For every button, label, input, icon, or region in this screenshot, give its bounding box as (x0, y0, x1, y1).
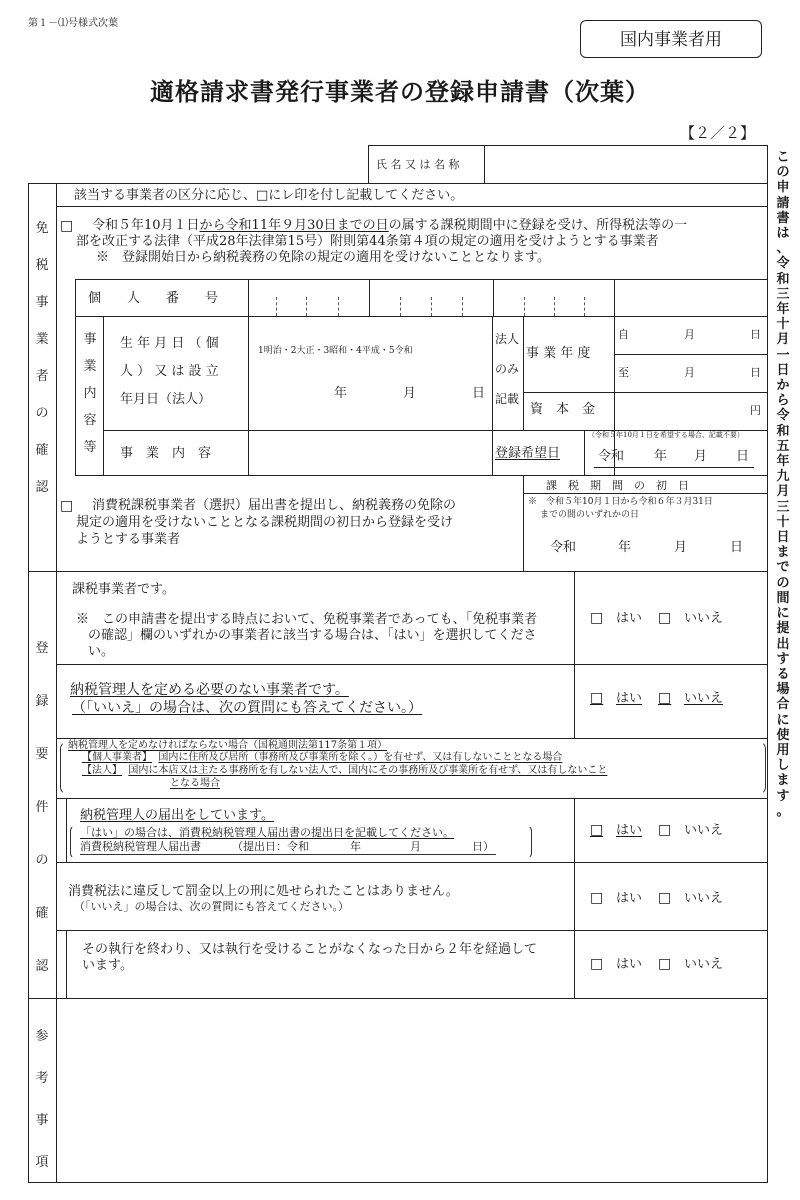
reference-vertical-label (30, 1016, 54, 1184)
fiscal-to: 至 (618, 366, 629, 379)
q1-yes-checkbox[interactable]: □ (590, 610, 604, 626)
requirements-vertical-label (30, 622, 54, 993)
category-badge (580, 20, 762, 58)
side-note-char: 書 (776, 210, 790, 226)
side-note-char: か (776, 378, 790, 394)
side-note-char: 九 (776, 469, 790, 485)
exempt-instruction: 該当する事業者の区分に応じ、□にレ印を付し記載してください。 (74, 188, 464, 203)
q1-note-1: ※ この申請書を提出する時点において、免税事業者であっても、「免税事業者 (76, 612, 538, 627)
business-content-char: 事 (83, 332, 97, 347)
period-note-2: までの間のいずれかの日 (540, 510, 640, 520)
reference-vertical-char: 参 (35, 1029, 49, 1044)
fiscal-from: 自 (618, 328, 629, 341)
side-note-char: 年 (776, 302, 790, 318)
exempt-vertical-char: 確 (35, 443, 49, 458)
info-line4: となる場合 (170, 778, 220, 789)
side-note-char: に (776, 606, 790, 622)
q5-no-checkbox[interactable]: □ (658, 956, 672, 972)
q4-sub: （「いいえ」の場合は、次の質問にも答えてください。） (74, 900, 349, 913)
page-indicator: 【２／２】 (680, 124, 756, 142)
side-note-char: す (776, 788, 790, 804)
side-note-char: 月 (776, 332, 790, 348)
q3-yes-checkbox[interactable]: □ (590, 822, 604, 838)
reference-input[interactable] (60, 1004, 760, 1176)
side-note-char: の (776, 575, 790, 591)
q2-no-checkbox[interactable]: □ (658, 690, 672, 706)
side-note-char: 年 (776, 454, 790, 470)
side-note-char: 十 (776, 514, 790, 530)
desired-date-input[interactable]: 令和 年 月 日 (594, 445, 754, 468)
side-note-char: る (776, 666, 790, 682)
q3-text: 納税管理人の届出をしています。 (80, 808, 274, 823)
exempt-vertical-char: 税 (35, 258, 49, 273)
side-note-char: 和 (776, 423, 790, 439)
q4-no-label: いいえ (684, 891, 724, 906)
q1-text: 課税事業者です。 (72, 582, 175, 597)
option1-checkbox[interactable]: □ (60, 218, 74, 234)
side-note-char: ま (776, 545, 790, 561)
side-note-char: 請 (776, 195, 790, 211)
capital-label: 資 本 金 (530, 402, 596, 417)
side-note-char: ら (776, 393, 790, 409)
reference-vertical-char: 考 (35, 1071, 49, 1086)
page-title: 適格請求書発行事業者の登録申請書（次葉） (150, 78, 650, 106)
period-label: 課 税 期 間 の 初 日 (546, 479, 689, 492)
birth-label-1: 生 年 月 日 （ 個 (120, 336, 219, 351)
q3-no-label: いいえ (684, 823, 724, 838)
side-note-char: 合 (776, 697, 790, 713)
q3-no-checkbox[interactable]: □ (658, 822, 672, 838)
side-note-char: 月 (776, 484, 790, 500)
q1-note-3: い。 (88, 644, 115, 659)
business-content-char: 等 (83, 440, 97, 455)
q2-text: 納税管理人を定める必要のない事業者です。 (70, 682, 349, 698)
exempt-vertical-char: の (35, 406, 49, 421)
business-content-char: 内 (83, 386, 97, 401)
business-content-vertical (79, 326, 101, 461)
q5-yes-label: はい (616, 957, 643, 972)
era-options: 1明治・2大正・3昭和・4平成・5令和 (258, 346, 413, 356)
option2-line1: 消費税課税事業者（選択）届出書を提出し、納税義務の免除の (92, 498, 457, 513)
option2-checkbox[interactable]: □ (60, 498, 74, 514)
side-note-char: は (776, 226, 790, 242)
option2-line2: 規定の適用を受けないこととなる課税期間の初日から登録を受け (76, 515, 454, 530)
side-note-char: 申 (776, 180, 790, 196)
birth-year: 年 (334, 386, 348, 401)
side-note-char: 令 (776, 408, 790, 424)
side-note-char: 十 (776, 317, 790, 333)
business-content-char: 容 (83, 413, 97, 428)
desired-date-note: （令和５年10月１日を希望する場合、記載不要） (588, 431, 744, 439)
q5-text-2: います。 (82, 958, 133, 973)
side-note-char: で (776, 560, 790, 576)
side-note-char: の (776, 165, 790, 181)
info-line2: 【個人事業者】 国内に住所及び居所（事務所及び事業所を除く。）を有せず、又は有しないこととなる場合 (82, 752, 563, 763)
side-note-char: 場 (776, 682, 790, 698)
reference-vertical-char: 事 (35, 1113, 49, 1128)
option1-text-line2: 部を改正する法律（平成28年法律第15号）附則第44条第４項の規定の適用を受けようとする事業者 (76, 234, 659, 249)
side-note-char: 提 (776, 621, 790, 637)
exempt-vertical-char: 者 (35, 369, 49, 384)
q3-filing-date-input[interactable]: 消費税納税管理人届出書 （提出日：令和 年 月 日） (80, 840, 494, 853)
option1-text-line1: 令和５年10月１日から令和11年９月30日までの日の属する課税期間中に登録を受け、所得税法等の一 (92, 218, 688, 233)
option2-line3: ようとする事業者 (76, 532, 181, 547)
category-badge-label: 国内事業者用 (620, 30, 722, 50)
q1-yes-label: はい (616, 611, 643, 626)
info-line1: 納税管理人を定めなければならない場合（国税通則法第117条第１項） (68, 740, 388, 751)
q5-yes-checkbox[interactable]: □ (590, 956, 604, 972)
form-number: 第１－⑴号様式次葉 (28, 18, 118, 29)
q1-no-checkbox[interactable]: □ (658, 610, 672, 626)
q1-no-label: いいえ (684, 611, 724, 626)
birth-label-2: 人 ） 又 は 設 立 (120, 364, 219, 379)
side-note-char: 使 (776, 727, 790, 743)
period-date-input[interactable]: 令和 年 月 日 (550, 540, 744, 555)
q3-sub: 「はい」の場合は、消費税納税管理人届出書の提出日を記載してください。 (80, 826, 454, 839)
period-note-1: ※ 令和５年10月１日から令和６年３月31日 (528, 497, 713, 507)
side-note-char: 和 (776, 271, 790, 287)
side-note-char: 五 (776, 438, 790, 454)
personal-number-label: 個 人 番 号 (88, 291, 219, 306)
side-note-char: す (776, 651, 790, 667)
exempt-vertical-char: 業 (35, 332, 49, 347)
side-note-char: に (776, 712, 790, 728)
q4-yes-label: はい (616, 891, 643, 906)
birth-day: 日 (472, 386, 486, 401)
requirements-vertical-char: 録 (35, 694, 49, 709)
business-content-input[interactable] (250, 432, 490, 474)
side-note-char: 日 (776, 362, 790, 378)
q4-no-checkbox[interactable]: □ (658, 890, 672, 906)
q2-sub: （「いいえ」の場合は、次の質問にも答えてください。） (72, 700, 422, 716)
fiscal-to-month: 月 (684, 366, 695, 379)
birth-label-3: 年月日（法人） (120, 392, 212, 407)
requirements-vertical-char: 登 (35, 641, 49, 656)
name-label: 氏 名 又 は 名 称 (376, 158, 460, 171)
q2-yes-checkbox[interactable]: □ (590, 690, 604, 706)
side-note-char: 出 (776, 636, 790, 652)
q2-no-label: いいえ (684, 691, 724, 706)
personal-number-input[interactable] (248, 279, 614, 316)
q5-text-1: その執行を終わり、又は執行を受けることがなくなった日から２年を経過して (82, 942, 538, 957)
fiscal-to-day: 日 (750, 366, 761, 379)
requirements-vertical-char: 要 (35, 747, 49, 762)
fiscal-from-day: 日 (750, 328, 761, 341)
option1-note: ※ 登録開始日から納税義務の免除の規定の適用を受けないこととなります。 (96, 250, 550, 265)
side-note-char: 日 (776, 530, 790, 546)
reference-vertical-char: 項 (35, 1155, 49, 1170)
side-note-char: 三 (776, 286, 790, 302)
fiscal-from-month: 月 (684, 328, 695, 341)
side-note-char: 一 (776, 347, 790, 363)
birth-month: 月 (403, 386, 417, 401)
business-content-char: 業 (83, 359, 97, 374)
side-note-char: 。 (776, 803, 790, 819)
exempt-vertical-char: 事 (35, 295, 49, 310)
q3-yes-label: はい (616, 823, 643, 838)
fiscal-year-label: 事 業 年 度 (526, 346, 591, 361)
side-note-char: 、 (776, 241, 790, 257)
q4-text: 消費税法に違反して罰金以上の刑に処せられたことはありません。 (68, 884, 459, 899)
side-note (772, 150, 794, 819)
requirements-vertical-char: 件 (35, 800, 49, 815)
requirements-vertical-char: 認 (35, 959, 49, 974)
side-note-char: こ (776, 150, 790, 165)
capital-unit: 円 (750, 404, 761, 417)
q2-yes-label: はい (616, 691, 643, 706)
exempt-vertical-char: 認 (35, 480, 49, 495)
requirements-vertical-char: 確 (35, 906, 49, 921)
exempt-vertical-label (30, 210, 54, 506)
exempt-vertical-char: 免 (35, 221, 49, 236)
q1-note-2: の確認」欄のいずれかの事業者に該当する場合は、「はい」を選択してくださ (88, 628, 537, 643)
desired-date-label: 登録希望日 (495, 446, 561, 461)
side-note-char: 令 (776, 256, 790, 272)
q4-yes-checkbox[interactable]: □ (590, 890, 604, 906)
requirements-vertical-char: の (35, 853, 49, 868)
side-note-char: 三 (776, 499, 790, 515)
q5-no-label: いいえ (684, 957, 724, 972)
side-note-char: し (776, 758, 790, 774)
business-content-label: 事 業 内 容 (120, 446, 212, 461)
side-note-char: ま (776, 773, 790, 789)
side-note-char: 間 (776, 590, 790, 606)
info-line3: 【法人】 国内に本店又は主たる事務所を有しない法人で、国内にその事務所及び事業所を有せず、又は有しないこと (82, 765, 608, 776)
side-note-char: 用 (776, 742, 790, 758)
